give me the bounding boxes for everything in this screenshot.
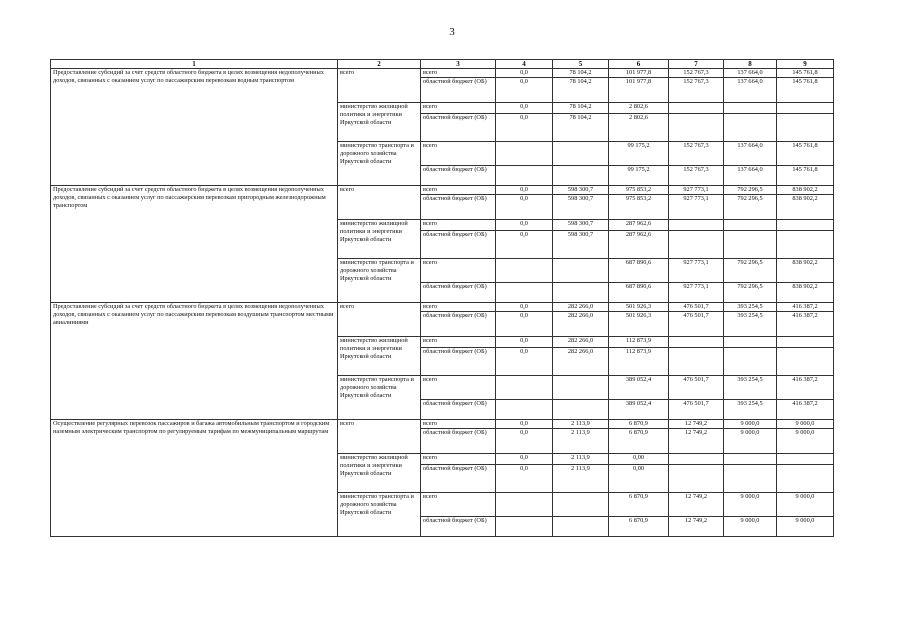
- value-cell: [669, 220, 724, 231]
- value-cell: [777, 337, 834, 348]
- executor-cell: всего: [338, 420, 421, 454]
- value-cell: [496, 517, 553, 537]
- source-cell: областной бюджет (ОБ): [421, 231, 496, 259]
- value-cell: [669, 231, 724, 259]
- value-cell: [777, 465, 834, 493]
- value-cell: 6 870,9: [609, 493, 669, 517]
- value-cell: 6 870,9: [609, 420, 669, 429]
- value-cell: 137 664,0: [724, 166, 777, 186]
- value-cell: [724, 348, 777, 376]
- column-header: 5: [553, 60, 609, 69]
- value-cell: [496, 283, 553, 303]
- source-cell: всего: [421, 420, 496, 429]
- value-cell: 927 773,1: [669, 283, 724, 303]
- value-cell: 598 300,7: [553, 220, 609, 231]
- value-cell: 0,0: [496, 312, 553, 337]
- value-cell: 0,00: [609, 454, 669, 465]
- value-cell: 6 870,9: [609, 429, 669, 454]
- value-cell: 0,0: [496, 103, 553, 114]
- value-cell: 0,0: [496, 78, 553, 103]
- value-cell: 12 749,2: [669, 517, 724, 537]
- value-cell: [724, 231, 777, 259]
- source-cell: всего: [421, 376, 496, 400]
- value-cell: 927 773,1: [669, 186, 724, 195]
- source-cell: всего: [421, 493, 496, 517]
- value-cell: [553, 493, 609, 517]
- value-cell: 145 761,8: [777, 142, 834, 166]
- value-cell: [496, 376, 553, 400]
- value-cell: 416 387,2: [777, 400, 834, 420]
- source-cell: всего: [421, 220, 496, 231]
- executor-cell: министерство жилищной политики и энергетики Иркутской области: [338, 220, 421, 259]
- value-cell: 9 000,0: [724, 493, 777, 517]
- table-row: [51, 420, 834, 429]
- value-cell: 0,0: [496, 114, 553, 142]
- value-cell: 2 113,9: [553, 454, 609, 465]
- value-cell: [777, 231, 834, 259]
- value-cell: 0,0: [496, 303, 553, 312]
- value-cell: 101 977,8: [609, 78, 669, 103]
- source-cell: всего: [421, 186, 496, 195]
- source-cell: областной бюджет (ОБ): [421, 78, 496, 103]
- value-cell: 927 773,1: [669, 195, 724, 220]
- value-cell: 838 902,2: [777, 259, 834, 283]
- value-cell: 145 761,8: [777, 78, 834, 103]
- value-cell: 9 000,0: [724, 517, 777, 537]
- value-cell: 2 802,6: [609, 103, 669, 114]
- value-cell: [553, 376, 609, 400]
- source-cell: областной бюджет (ОБ): [421, 429, 496, 454]
- column-header: 3: [421, 60, 496, 69]
- value-cell: 9 000,0: [777, 493, 834, 517]
- value-cell: 137 664,0: [724, 69, 777, 78]
- source-cell: областной бюджет (ОБ): [421, 517, 496, 537]
- value-cell: 9 000,0: [777, 420, 834, 429]
- source-cell: всего: [421, 69, 496, 78]
- header-row: [51, 60, 834, 69]
- executor-cell: всего: [338, 303, 421, 337]
- value-cell: 9 000,0: [777, 517, 834, 537]
- value-cell: [777, 454, 834, 465]
- value-cell: 0,0: [496, 69, 553, 78]
- value-cell: 282 266,0: [553, 312, 609, 337]
- value-cell: 152 767,3: [669, 142, 724, 166]
- value-cell: 78 104,2: [553, 103, 609, 114]
- value-cell: 6 870,9: [609, 517, 669, 537]
- value-cell: [724, 103, 777, 114]
- value-cell: 838 902,2: [777, 283, 834, 303]
- value-cell: 792 296,5: [724, 283, 777, 303]
- value-cell: 282 266,0: [553, 303, 609, 312]
- value-cell: 501 926,3: [609, 312, 669, 337]
- program-title: Предоставление субсидий за счет средств областного бюджета в целях возмещения недополученных доходов, связанных с оказанием услуг по пассажирским перевозкам пригородным железнодорожным транспортом: [51, 186, 338, 303]
- value-cell: [553, 142, 609, 166]
- value-cell: 393 254,5: [724, 312, 777, 337]
- value-cell: 476 501,7: [669, 376, 724, 400]
- value-cell: 137 664,0: [724, 78, 777, 103]
- value-cell: 389 052,4: [609, 376, 669, 400]
- executor-cell: министерство жилищной политики и энергетики Иркутской области: [338, 454, 421, 493]
- value-cell: 0,0: [496, 454, 553, 465]
- value-cell: 476 501,7: [669, 312, 724, 337]
- value-cell: [669, 114, 724, 142]
- value-cell: 112 873,9: [609, 348, 669, 376]
- value-cell: 287 962,6: [609, 231, 669, 259]
- value-cell: 0,0: [496, 186, 553, 195]
- value-cell: 152 767,3: [669, 166, 724, 186]
- value-cell: 0,0: [496, 220, 553, 231]
- value-cell: 78 104,2: [553, 69, 609, 78]
- value-cell: 0,0: [496, 429, 553, 454]
- source-cell: областной бюджет (ОБ): [421, 312, 496, 337]
- program-title: Предоставление субсидий за счет средств областного бюджета в целях возмещения недополученных доходов, связанных с оказанием услуг по пассажирским перевозкам воздушным транспортом местными авиалиниями: [51, 303, 338, 420]
- source-cell: всего: [421, 454, 496, 465]
- value-cell: [496, 166, 553, 186]
- value-cell: 838 902,2: [777, 195, 834, 220]
- value-cell: [669, 103, 724, 114]
- value-cell: 792 296,5: [724, 186, 777, 195]
- value-cell: 476 501,7: [669, 303, 724, 312]
- source-cell: всего: [421, 337, 496, 348]
- value-cell: [496, 400, 553, 420]
- column-header: 9: [777, 60, 834, 69]
- column-header: 6: [609, 60, 669, 69]
- value-cell: 112 873,9: [609, 337, 669, 348]
- value-cell: [777, 220, 834, 231]
- source-cell: всего: [421, 103, 496, 114]
- value-cell: [669, 337, 724, 348]
- column-header: 1: [51, 60, 338, 69]
- value-cell: 975 853,2: [609, 195, 669, 220]
- budget-table: [50, 59, 834, 537]
- value-cell: 598 300,7: [553, 231, 609, 259]
- value-cell: 501 926,3: [609, 303, 669, 312]
- value-cell: [777, 103, 834, 114]
- program-title: Предоставление субсидий за счет средств областного бюджета в целях возмещения недополученных доходов, связанных с оказанием услуг по пассажирским перевозкам водным транспортом: [51, 69, 338, 186]
- value-cell: 12 749,2: [669, 429, 724, 454]
- value-cell: [777, 348, 834, 376]
- value-cell: 287 962,6: [609, 220, 669, 231]
- value-cell: 416 387,2: [777, 303, 834, 312]
- program-title: Осуществление регулярных перевозок пассажиров и багажа автомобильным транспортом и городским наземным электрическим транспортом по регулируемым тарифам по межмуниципальным маршрутам: [51, 420, 338, 537]
- source-cell: областной бюджет (ОБ): [421, 166, 496, 186]
- value-cell: 0,0: [496, 420, 553, 429]
- value-cell: 0,0: [496, 348, 553, 376]
- executor-cell: министерство транспорта и дорожного хозяйства Иркутской области: [338, 259, 421, 303]
- value-cell: 9 000,0: [777, 429, 834, 454]
- value-cell: 78 104,2: [553, 114, 609, 142]
- source-cell: областной бюджет (ОБ): [421, 348, 496, 376]
- value-cell: [496, 259, 553, 283]
- value-cell: [553, 517, 609, 537]
- executor-cell: министерство жилищной политики и энергетики Иркутской области: [338, 337, 421, 376]
- value-cell: 99 175,2: [609, 142, 669, 166]
- value-cell: [496, 493, 553, 517]
- value-cell: 838 902,2: [777, 186, 834, 195]
- value-cell: 2 113,9: [553, 420, 609, 429]
- source-cell: областной бюджет (ОБ): [421, 283, 496, 303]
- value-cell: 9 000,0: [724, 420, 777, 429]
- executor-cell: всего: [338, 186, 421, 220]
- column-header: 7: [669, 60, 724, 69]
- value-cell: 0,0: [496, 195, 553, 220]
- value-cell: [553, 400, 609, 420]
- value-cell: 598 300,7: [553, 195, 609, 220]
- value-cell: [724, 114, 777, 142]
- value-cell: 687 890,6: [609, 283, 669, 303]
- value-cell: 152 767,3: [669, 69, 724, 78]
- value-cell: [724, 220, 777, 231]
- value-cell: [724, 337, 777, 348]
- value-cell: 12 749,2: [669, 420, 724, 429]
- value-cell: 145 761,8: [777, 166, 834, 186]
- value-cell: 282 266,0: [553, 337, 609, 348]
- value-cell: 476 501,7: [669, 400, 724, 420]
- column-header: 4: [496, 60, 553, 69]
- value-cell: 0,0: [496, 337, 553, 348]
- executor-cell: министерство транспорта и дорожного хозяйства Иркутской области: [338, 493, 421, 537]
- value-cell: 9 000,0: [724, 429, 777, 454]
- value-cell: 792 296,5: [724, 259, 777, 283]
- value-cell: [669, 465, 724, 493]
- value-cell: 393 254,5: [724, 400, 777, 420]
- source-cell: всего: [421, 142, 496, 166]
- value-cell: 2 113,9: [553, 429, 609, 454]
- value-cell: 416 387,2: [777, 312, 834, 337]
- source-cell: всего: [421, 259, 496, 283]
- executor-cell: министерство жилищной политики и энергетики Иркутской области: [338, 103, 421, 142]
- value-cell: 145 761,8: [777, 69, 834, 78]
- value-cell: 393 254,5: [724, 376, 777, 400]
- source-cell: областной бюджет (ОБ): [421, 400, 496, 420]
- value-cell: 975 853,2: [609, 186, 669, 195]
- value-cell: 152 767,3: [669, 78, 724, 103]
- value-cell: [669, 348, 724, 376]
- value-cell: 792 296,5: [724, 195, 777, 220]
- table-row: [51, 186, 834, 195]
- column-header: 8: [724, 60, 777, 69]
- value-cell: 0,0: [496, 465, 553, 493]
- value-cell: 99 175,2: [609, 166, 669, 186]
- value-cell: 598 300,7: [553, 186, 609, 195]
- value-cell: 78 104,2: [553, 78, 609, 103]
- value-cell: [669, 454, 724, 465]
- table-row: [51, 69, 834, 78]
- value-cell: 393 254,5: [724, 303, 777, 312]
- executor-cell: всего: [338, 69, 421, 103]
- value-cell: [553, 259, 609, 283]
- executor-cell: министерство транспорта и дорожного хозяйства Иркутской области: [338, 142, 421, 186]
- value-cell: [496, 142, 553, 166]
- source-cell: областной бюджет (ОБ): [421, 465, 496, 493]
- value-cell: 389 052,4: [609, 400, 669, 420]
- value-cell: 12 749,2: [669, 493, 724, 517]
- value-cell: 282 266,0: [553, 348, 609, 376]
- value-cell: 2 113,9: [553, 465, 609, 493]
- value-cell: 416 387,2: [777, 376, 834, 400]
- source-cell: областной бюджет (ОБ): [421, 195, 496, 220]
- value-cell: 0,00: [609, 465, 669, 493]
- executor-cell: министерство транспорта и дорожного хозяйства Иркутской области: [338, 376, 421, 420]
- source-cell: всего: [421, 303, 496, 312]
- value-cell: 101 977,8: [609, 69, 669, 78]
- value-cell: 927 773,1: [669, 259, 724, 283]
- value-cell: [777, 114, 834, 142]
- value-cell: [724, 454, 777, 465]
- value-cell: 137 664,0: [724, 142, 777, 166]
- column-header: 2: [338, 60, 421, 69]
- page-number: 3: [449, 26, 455, 38]
- value-cell: [724, 465, 777, 493]
- source-cell: областной бюджет (ОБ): [421, 114, 496, 142]
- value-cell: 687 890,6: [609, 259, 669, 283]
- table-row: [51, 303, 834, 312]
- value-cell: 0,0: [496, 231, 553, 259]
- value-cell: [553, 166, 609, 186]
- value-cell: 2 802,6: [609, 114, 669, 142]
- value-cell: [553, 283, 609, 303]
